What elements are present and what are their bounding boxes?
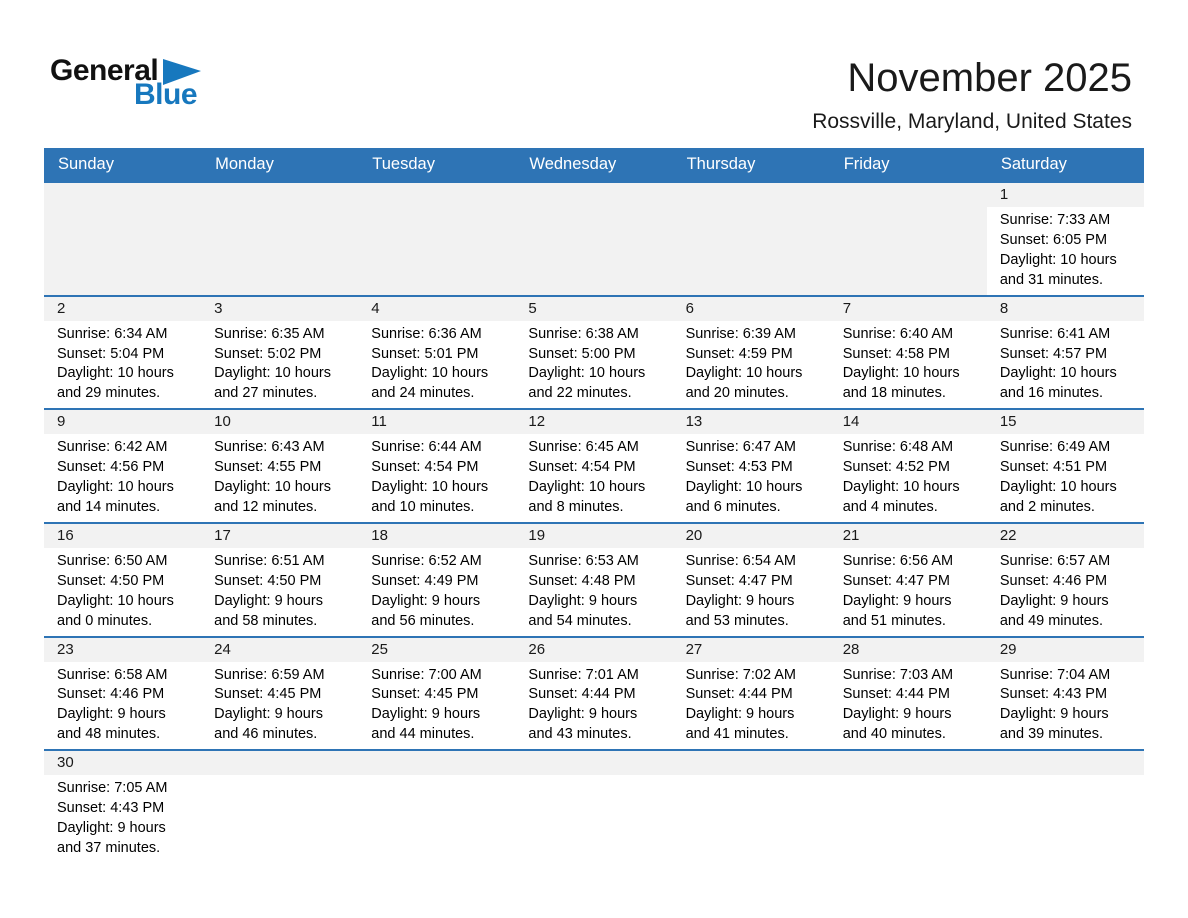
day-number: 8 [987, 297, 1144, 321]
empty-cell [515, 751, 672, 863]
weekday-friday: Friday [843, 155, 890, 173]
day-details [44, 548, 201, 636]
day-detail-line: Daylight: 10 hours [685, 365, 803, 382]
empty-number-strip [515, 751, 672, 775]
day-number: 17 [201, 524, 358, 548]
day-cell-25 [358, 638, 515, 750]
week-row-2 [44, 295, 1144, 409]
day-details [673, 321, 830, 409]
day-detail-line: Daylight: 9 hours [371, 706, 481, 723]
day-detail-line: Sunrise: 6:41 AM [999, 325, 1111, 342]
week-row-6 [44, 749, 1144, 863]
day-cell-10 [201, 410, 358, 522]
day-detail-line: Sunset: 4:58 PM [842, 345, 950, 362]
empty-number-strip [358, 183, 515, 207]
day-detail-line: Sunset: 4:43 PM [57, 800, 165, 817]
day-detail-line: Daylight: 9 hours [685, 592, 795, 609]
day-details [673, 548, 830, 636]
day-number: 2 [44, 297, 201, 321]
day-detail-line: Daylight: 9 hours [528, 706, 638, 723]
day-number: 16 [44, 524, 201, 548]
day-detail-line: Sunset: 4:50 PM [214, 572, 322, 589]
day-number: 25 [358, 638, 515, 662]
day-number: 9 [44, 410, 201, 434]
day-detail-line: Sunrise: 6:34 AM [57, 325, 168, 342]
week-row-3 [44, 408, 1144, 522]
day-detail-line: Daylight: 10 hours [371, 365, 489, 382]
day-detail-line: Daylight: 9 hours [57, 819, 166, 836]
empty-cell [830, 751, 987, 863]
week-row-5 [44, 636, 1144, 750]
day-detail-line: and 4 minutes. [842, 498, 938, 515]
day-number: 3 [201, 297, 358, 321]
day-details [673, 662, 830, 750]
day-detail-line: Daylight: 10 hours [57, 365, 174, 382]
day-detail-line: Sunrise: 7:01 AM [528, 666, 639, 683]
day-detail-line: Daylight: 9 hours [214, 592, 323, 609]
day-detail-line: Sunset: 4:51 PM [999, 459, 1108, 476]
day-detail-line: Sunrise: 6:51 AM [214, 552, 325, 569]
day-detail-line: Sunrise: 6:40 AM [842, 325, 954, 342]
day-cell-14 [830, 410, 987, 522]
empty-number-strip [987, 751, 1144, 775]
day-number: 12 [515, 410, 672, 434]
empty-cell [673, 183, 830, 295]
day-details [201, 662, 358, 750]
day-number: 24 [201, 638, 358, 662]
empty-cell [987, 751, 1144, 863]
day-detail-line: Daylight: 10 hours [999, 479, 1117, 496]
day-cell-8 [987, 297, 1144, 409]
empty-number-strip [673, 751, 830, 775]
day-detail-line: Sunrise: 6:45 AM [528, 439, 639, 456]
day-number: 1 [987, 183, 1144, 207]
day-detail-line: Daylight: 10 hours [999, 365, 1117, 382]
day-detail-line: Daylight: 10 hours [842, 365, 960, 382]
day-cell-13 [673, 410, 830, 522]
day-detail-line: and 49 minutes. [999, 612, 1104, 629]
day-cell-3 [201, 297, 358, 409]
day-detail-line: and 18 minutes. [842, 385, 946, 402]
day-cell-7 [830, 297, 987, 409]
day-detail-line: Daylight: 9 hours [214, 706, 323, 723]
day-detail-line: Sunset: 4:46 PM [999, 572, 1108, 589]
day-detail-line: Daylight: 10 hours [214, 479, 332, 496]
day-detail-line: Sunset: 5:02 PM [214, 345, 322, 362]
day-cell-12 [515, 410, 672, 522]
day-detail-line: Daylight: 10 hours [685, 479, 803, 496]
day-detail-line: Sunset: 5:01 PM [371, 345, 479, 362]
day-detail-line: Sunset: 5:04 PM [57, 345, 165, 362]
logo-text-general: General [50, 54, 159, 87]
day-detail-line: and 12 minutes. [214, 498, 318, 515]
day-detail-line: Daylight: 9 hours [999, 592, 1109, 609]
day-details [44, 321, 201, 409]
week-row-4 [44, 522, 1144, 636]
day-cell-17 [201, 524, 358, 636]
day-detail-line: Sunset: 4:50 PM [57, 572, 165, 589]
day-cell-21 [830, 524, 987, 636]
day-detail-line: Sunrise: 6:35 AM [214, 325, 325, 342]
day-detail-line: Sunrise: 6:39 AM [685, 325, 796, 342]
day-number: 14 [830, 410, 987, 434]
day-detail-line: and 48 minutes. [57, 726, 161, 743]
empty-cell [830, 183, 987, 295]
day-detail-line: Sunrise: 6:54 AM [685, 552, 796, 569]
day-cell-9 [44, 410, 201, 522]
day-number: 29 [987, 638, 1144, 662]
day-cell-2 [44, 297, 201, 409]
day-detail-line: Sunrise: 6:36 AM [371, 325, 482, 342]
day-details [987, 321, 1144, 409]
day-detail-line: Sunrise: 6:53 AM [528, 552, 639, 569]
day-detail-line: Sunrise: 7:05 AM [57, 780, 168, 797]
day-details [987, 548, 1144, 636]
day-details [987, 662, 1144, 750]
day-detail-line: Daylight: 10 hours [57, 479, 174, 496]
day-details [515, 321, 672, 409]
day-details [201, 321, 358, 409]
day-detail-line: and 41 minutes. [685, 726, 789, 743]
day-cell-29 [987, 638, 1144, 750]
day-detail-line: and 16 minutes. [999, 385, 1104, 402]
day-cell-27 [673, 638, 830, 750]
day-detail-line: Daylight: 10 hours [528, 365, 646, 382]
day-detail-line: Sunset: 6:05 PM [999, 231, 1108, 248]
day-detail-line: Sunset: 4:59 PM [685, 345, 793, 362]
day-detail-line: Sunrise: 7:33 AM [999, 212, 1111, 228]
day-number: 19 [515, 524, 672, 548]
day-number: 18 [358, 524, 515, 548]
day-detail-line: Daylight: 9 hours [842, 592, 952, 609]
day-cell-19 [515, 524, 672, 636]
day-details [673, 434, 830, 522]
empty-number-strip [830, 751, 987, 775]
day-detail-line: Sunset: 4:56 PM [57, 459, 165, 476]
day-number: 5 [515, 297, 672, 321]
day-detail-line: Daylight: 10 hours [57, 592, 174, 609]
day-details [515, 548, 672, 636]
day-detail-line: Sunset: 4:49 PM [371, 572, 479, 589]
day-detail-line: and 29 minutes. [57, 385, 161, 402]
calendar-table [44, 148, 1144, 863]
day-details [830, 662, 987, 750]
day-cell-11 [358, 410, 515, 522]
day-detail-line: and 22 minutes. [528, 385, 632, 402]
day-details [830, 434, 987, 522]
day-details [201, 548, 358, 636]
empty-cell [358, 183, 515, 295]
day-detail-line: Sunrise: 6:43 AM [214, 439, 325, 456]
day-detail-line: Sunrise: 6:57 AM [999, 552, 1111, 569]
empty-cell [358, 751, 515, 863]
day-number: 10 [201, 410, 358, 434]
day-details [358, 662, 515, 750]
day-detail-line: Sunset: 4:47 PM [685, 572, 793, 589]
day-detail-line: Sunset: 5:00 PM [528, 345, 636, 362]
day-number: 23 [44, 638, 201, 662]
day-detail-line: Sunrise: 6:42 AM [57, 439, 168, 456]
day-number: 21 [830, 524, 987, 548]
day-number: 26 [515, 638, 672, 662]
empty-number-strip [201, 751, 358, 775]
day-detail-line: Sunrise: 7:02 AM [685, 666, 796, 683]
day-detail-line: Sunrise: 7:03 AM [842, 666, 954, 683]
day-number: 28 [830, 638, 987, 662]
day-details [515, 662, 672, 750]
day-detail-line: and 2 minutes. [999, 498, 1095, 515]
weekday-monday: Monday [215, 155, 274, 173]
day-detail-line: Sunset: 4:43 PM [999, 686, 1108, 703]
day-detail-line: Sunset: 4:55 PM [214, 459, 322, 476]
weekday-thursday: Thursday [686, 155, 756, 173]
day-detail-line: and 54 minutes. [528, 612, 632, 629]
day-details [44, 662, 201, 750]
day-details [358, 434, 515, 522]
day-detail-line: and 27 minutes. [214, 385, 318, 402]
day-detail-line: Sunset: 4:48 PM [528, 572, 636, 589]
day-detail-line: and 46 minutes. [214, 726, 318, 743]
day-detail-line: and 43 minutes. [528, 726, 632, 743]
day-detail-line: Sunset: 4:54 PM [528, 459, 636, 476]
day-cell-30 [44, 751, 201, 863]
day-number: 15 [987, 410, 1144, 434]
day-detail-line: Daylight: 10 hours [528, 479, 646, 496]
day-number: 11 [358, 410, 515, 434]
day-number: 13 [673, 410, 830, 434]
weekday-header-row [44, 148, 1144, 181]
empty-number-strip [515, 183, 672, 207]
day-detail-line: Sunset: 4:44 PM [685, 686, 793, 703]
day-detail-line: and 56 minutes. [371, 612, 475, 629]
day-detail-line: Sunrise: 6:59 AM [214, 666, 325, 683]
day-number: 20 [673, 524, 830, 548]
day-detail-line: and 0 minutes. [57, 612, 153, 629]
day-detail-line: Sunset: 4:45 PM [214, 686, 322, 703]
day-detail-line: Sunrise: 6:49 AM [999, 439, 1111, 456]
day-detail-line: Sunrise: 6:38 AM [528, 325, 639, 342]
week-row-1 [44, 181, 1144, 295]
day-detail-line: Daylight: 9 hours [371, 592, 481, 609]
day-detail-line: and 10 minutes. [371, 498, 475, 515]
general-blue-logo [50, 56, 203, 110]
empty-number-strip [673, 183, 830, 207]
day-detail-line: Sunset: 4:44 PM [842, 686, 950, 703]
day-detail-line: Sunrise: 6:52 AM [371, 552, 482, 569]
day-number: 4 [358, 297, 515, 321]
day-detail-line: Daylight: 10 hours [214, 365, 332, 382]
day-detail-line: and 39 minutes. [999, 726, 1104, 743]
day-detail-line: and 14 minutes. [57, 498, 161, 515]
empty-cell [201, 183, 358, 295]
day-detail-line: and 37 minutes. [57, 839, 161, 856]
location-subtitle: Rossville, Maryland, United States [812, 110, 1132, 133]
day-details [830, 548, 987, 636]
day-number: 30 [44, 751, 201, 775]
empty-number-strip [358, 751, 515, 775]
day-detail-line: Daylight: 9 hours [528, 592, 638, 609]
day-detail-line: and 8 minutes. [528, 498, 624, 515]
day-detail-line: Sunset: 4:53 PM [685, 459, 793, 476]
day-detail-line: Sunrise: 6:56 AM [842, 552, 954, 569]
day-detail-line: and 53 minutes. [685, 612, 789, 629]
day-detail-line: and 40 minutes. [842, 726, 946, 743]
day-detail-line: Sunset: 4:54 PM [371, 459, 479, 476]
day-details [515, 434, 672, 522]
empty-number-strip [201, 183, 358, 207]
day-cell-22 [987, 524, 1144, 636]
empty-number-strip [830, 183, 987, 207]
empty-cell [673, 751, 830, 863]
day-detail-line: Sunset: 4:47 PM [842, 572, 950, 589]
day-detail-line: and 20 minutes. [685, 385, 789, 402]
title-block [812, 56, 1144, 134]
day-cell-23 [44, 638, 201, 750]
day-detail-line: Sunset: 4:52 PM [842, 459, 950, 476]
day-detail-line: and 31 minutes. [999, 271, 1104, 288]
day-detail-line: Sunrise: 6:48 AM [842, 439, 954, 456]
day-detail-line: Sunset: 4:44 PM [528, 686, 636, 703]
day-detail-line: Daylight: 9 hours [842, 706, 952, 723]
day-detail-line: and 44 minutes. [371, 726, 475, 743]
day-detail-line: Sunset: 4:57 PM [999, 345, 1108, 362]
day-detail-line: Daylight: 10 hours [371, 479, 489, 496]
day-number: 6 [673, 297, 830, 321]
day-cell-4 [358, 297, 515, 409]
day-cell-18 [358, 524, 515, 636]
day-cell-24 [201, 638, 358, 750]
day-detail-line: Sunset: 4:45 PM [371, 686, 479, 703]
logo-text-blue: Blue [134, 78, 198, 111]
day-detail-line: and 58 minutes. [214, 612, 318, 629]
day-details [44, 775, 201, 863]
weekday-sunday: Sunday [58, 155, 114, 173]
day-detail-line: Sunrise: 6:50 AM [57, 552, 168, 569]
day-number: 27 [673, 638, 830, 662]
day-cell-6 [673, 297, 830, 409]
day-cell-20 [673, 524, 830, 636]
month-title: November 2025 [847, 56, 1132, 100]
day-details [987, 434, 1144, 522]
day-detail-line: Daylight: 10 hours [842, 479, 960, 496]
day-cell-28 [830, 638, 987, 750]
day-details [44, 434, 201, 522]
empty-number-strip [44, 183, 201, 207]
day-number: 22 [987, 524, 1144, 548]
day-cell-15 [987, 410, 1144, 522]
weekday-wednesday: Wednesday [529, 155, 617, 173]
day-detail-line: Sunrise: 6:47 AM [685, 439, 796, 456]
day-details [358, 548, 515, 636]
day-detail-line: Sunrise: 7:00 AM [371, 666, 482, 683]
day-cell-5 [515, 297, 672, 409]
day-details [358, 321, 515, 409]
day-detail-line: Daylight: 10 hours [999, 251, 1117, 268]
day-detail-line: and 51 minutes. [842, 612, 946, 629]
day-detail-line: and 6 minutes. [685, 498, 781, 515]
weekday-tuesday: Tuesday [372, 155, 435, 173]
day-cell-16 [44, 524, 201, 636]
day-detail-line: Daylight: 9 hours [685, 706, 795, 723]
calendar-weeks [44, 181, 1144, 863]
empty-cell [44, 183, 201, 295]
day-detail-line: Sunrise: 6:44 AM [371, 439, 482, 456]
day-cell-1 [987, 183, 1144, 295]
page-header [50, 56, 1144, 134]
day-cell-26 [515, 638, 672, 750]
day-number: 7 [830, 297, 987, 321]
day-details [830, 321, 987, 409]
day-detail-line: Sunrise: 6:58 AM [57, 666, 168, 683]
day-detail-line: Sunrise: 7:04 AM [999, 666, 1111, 683]
day-details [987, 207, 1144, 295]
day-details [201, 434, 358, 522]
day-detail-line: Daylight: 9 hours [57, 706, 166, 723]
day-detail-line: Daylight: 9 hours [999, 706, 1109, 723]
day-detail-line: Sunset: 4:46 PM [57, 686, 165, 703]
day-detail-line: and 24 minutes. [371, 385, 475, 402]
empty-cell [201, 751, 358, 863]
empty-cell [515, 183, 672, 295]
weekday-saturday: Saturday [1000, 155, 1067, 173]
